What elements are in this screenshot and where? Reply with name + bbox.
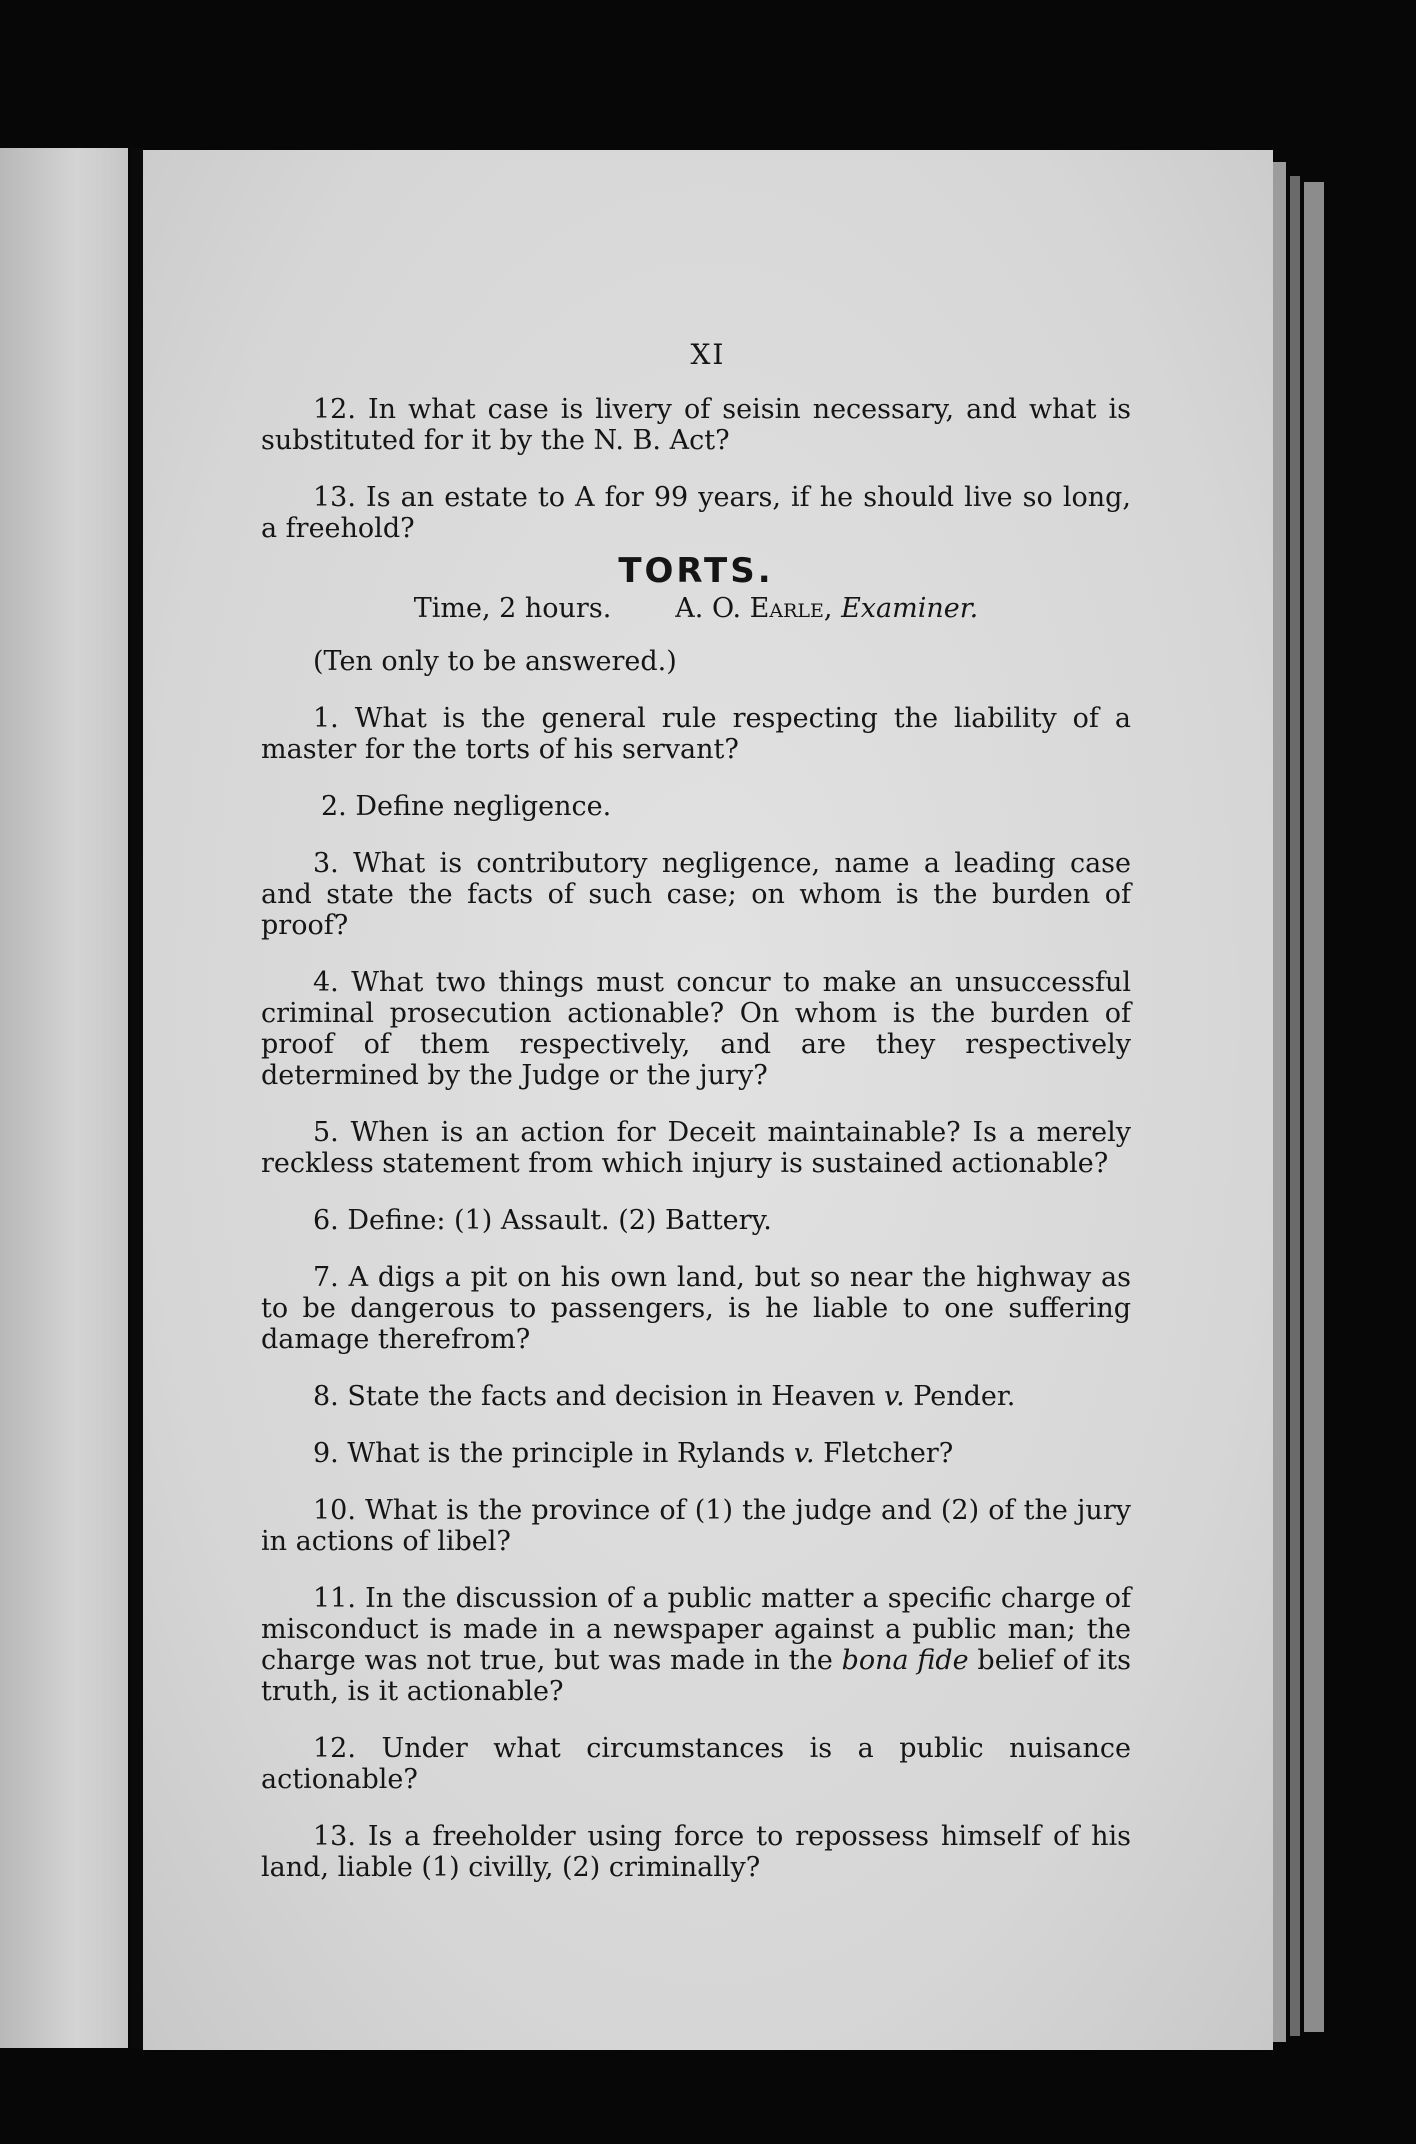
question-4 xyxy=(261,967,1131,1091)
question-text: When is an action for Deceit maintainable? Is a merely reckless statement from which injury is sustained actionable? xyxy=(261,1117,1131,1179)
question-text-start: In the discussion of a public matter a specific charge of misconduct is made in a newspaper against a public man; the charge was not true, but was made in the xyxy=(261,1583,1132,1676)
page-number: XI xyxy=(690,338,726,371)
answer-instruction: (Ten only to be answered.) xyxy=(313,646,677,677)
right-page-edge-shadow xyxy=(1290,176,1300,2036)
question-10 xyxy=(261,1495,1131,1557)
right-page-edge xyxy=(1272,162,1286,2042)
question-text: Is a freeholder using force to repossess himself of his land, liable (1) civilly, (2) criminally? xyxy=(261,1821,1131,1883)
question-number: 12. xyxy=(313,1733,356,1764)
question-3 xyxy=(261,848,1131,941)
question-number: 6. xyxy=(313,1205,339,1236)
question-number: 13. xyxy=(313,482,356,513)
left-page-edge xyxy=(0,148,128,2048)
question-number: 5. xyxy=(313,1117,339,1148)
question-number: 9. xyxy=(313,1438,339,1469)
question-number: 12. xyxy=(313,394,356,425)
question-text-italic: v. xyxy=(793,1438,815,1469)
question-text-end: belief of its truth, is it actionable? xyxy=(261,1645,1132,1707)
right-page-stack xyxy=(1304,182,1324,2032)
page-content xyxy=(261,394,1131,1909)
prior-question-13 xyxy=(261,482,1131,544)
question-text-end: Fletcher? xyxy=(814,1438,954,1469)
exam-page xyxy=(143,150,1273,2050)
question-number: 7. xyxy=(313,1262,339,1293)
question-text-italic: bona fide xyxy=(841,1645,969,1676)
question-number: 13. xyxy=(313,1821,356,1852)
section-title: TORTS. xyxy=(618,551,774,591)
question-text: In what case is livery of seisin necessary, and what is substituted for it by the N. B. Act? xyxy=(261,394,1131,456)
question-text: Define: (1) Assault. (2) Battery. xyxy=(347,1205,772,1236)
examiner-role: Examiner. xyxy=(841,593,979,624)
question-13 xyxy=(261,1821,1131,1883)
question-2 xyxy=(261,791,1131,822)
question-text-start: State the facts and decision in Heaven xyxy=(347,1381,885,1412)
question-text: What is the general rule respecting the liability of a master for the torts of his servant? xyxy=(261,703,1131,765)
book-gutter xyxy=(131,148,143,2048)
question-11 xyxy=(261,1583,1131,1707)
question-number: 2. xyxy=(321,791,347,822)
question-text: What two things must concur to make an unsuccessful criminal prosecution actionable? On whom is the burden of proof of them respectively, and are they respectively determined by the Judge or the jury? xyxy=(261,967,1131,1091)
question-number: 11. xyxy=(313,1583,356,1614)
question-12 xyxy=(261,1733,1131,1795)
question-text: Under what circumstances is a public nuisance actionable? xyxy=(261,1733,1131,1795)
question-number: 8. xyxy=(313,1381,339,1412)
question-number: 1. xyxy=(313,703,339,734)
question-number: 10. xyxy=(313,1495,356,1526)
question-1 xyxy=(261,703,1131,765)
examiner-name: A. O. Earle, xyxy=(675,593,833,624)
question-number: 3. xyxy=(313,848,339,879)
question-text: What is contributory negligence, name a leading case and state the facts of such case; on whom is the burden of proof? xyxy=(261,848,1132,941)
question-text-end: Pender. xyxy=(904,1381,1016,1412)
question-text: A digs a pit on his own land, but so near the highway as to be dangerous to passengers, is he liable to one suffering damage therefrom? xyxy=(261,1262,1131,1355)
question-5 xyxy=(261,1117,1131,1179)
question-9 xyxy=(261,1438,1131,1469)
question-text: Define negligence. xyxy=(355,791,612,822)
examiner xyxy=(675,593,978,624)
exam-time: Time, 2 hours. xyxy=(413,593,612,624)
question-7 xyxy=(261,1262,1131,1355)
question-text-italic: v. xyxy=(884,1381,905,1412)
question-number: 4. xyxy=(313,967,339,998)
question-6 xyxy=(261,1205,1131,1236)
exam-details xyxy=(261,593,1131,624)
question-text-start: What is the principle in Rylands xyxy=(347,1438,794,1469)
question-8 xyxy=(261,1381,1131,1412)
prior-question-12 xyxy=(261,394,1131,456)
question-text: Is an estate to A for 99 years, if he should live so long, a freehold? xyxy=(261,482,1131,544)
question-text: What is the province of (1) the judge and (2) of the jury in actions of libel? xyxy=(261,1495,1131,1557)
